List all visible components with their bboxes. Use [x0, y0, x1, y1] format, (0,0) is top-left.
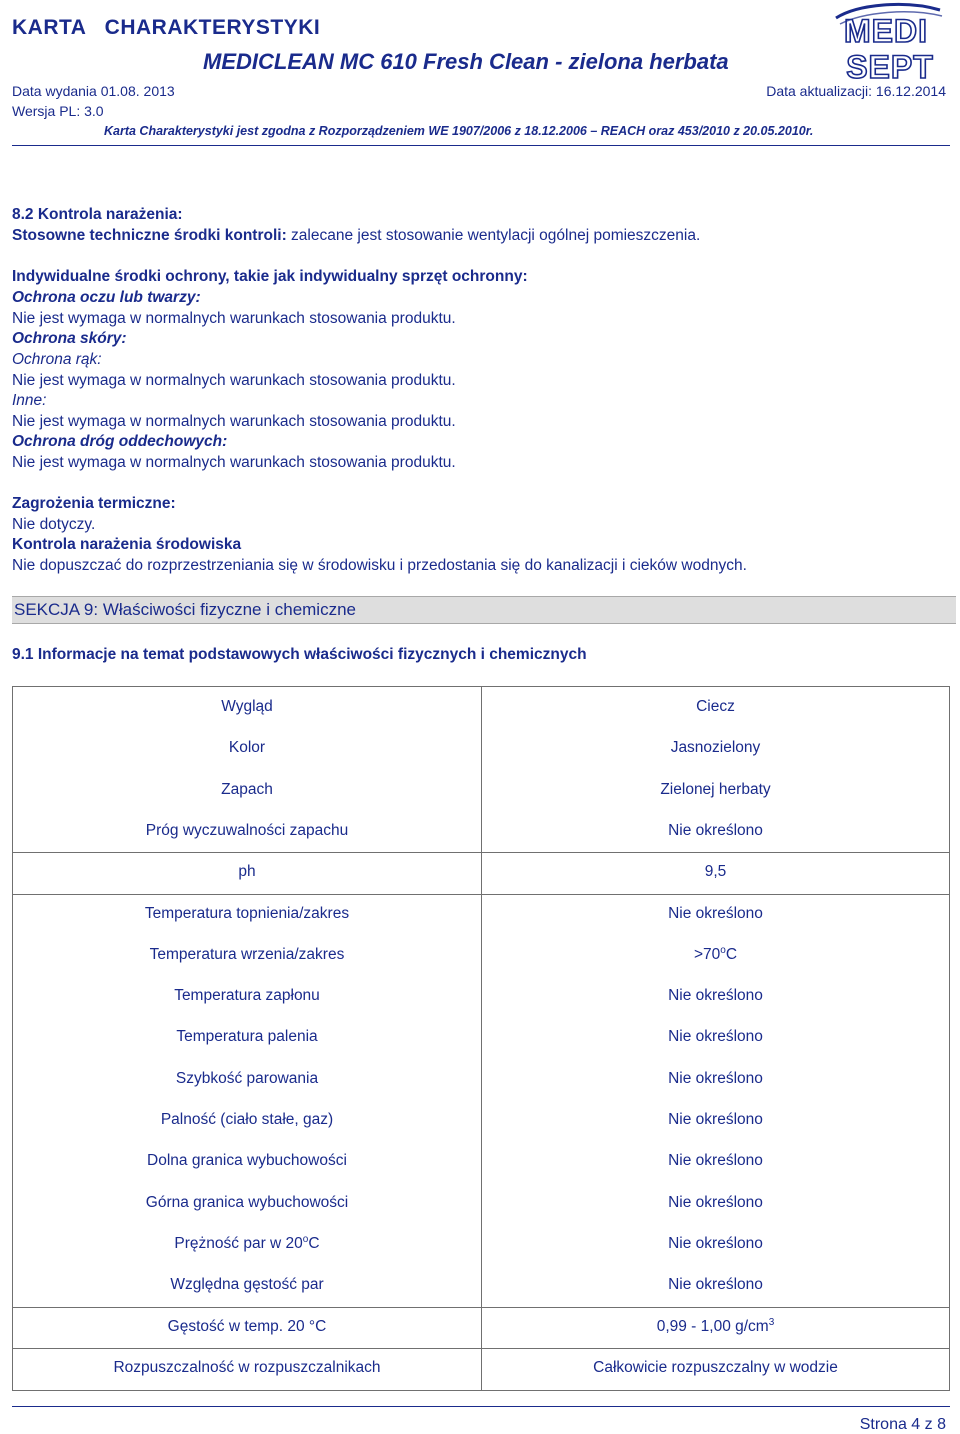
section-8-2-heading: 8.2 Kontrola narażenia:	[12, 206, 183, 223]
product-name: MEDICLEAN MC 610 Fresh Clean - zielona herbata	[203, 49, 729, 74]
property-name: Względna gęstość par	[170, 1276, 324, 1294]
other-protection-label: Inne:	[12, 392, 47, 409]
property-value: 9,5	[704, 863, 727, 881]
property-name: Zapach	[221, 780, 273, 798]
property-value: $>70^oC$	[693, 944, 738, 963]
footer-divider	[12, 1406, 950, 1407]
table-row-divider	[13, 1348, 949, 1349]
section-9-title: SEKCJA 9: Właściwości fizyczne i chemiczne	[14, 600, 356, 619]
property-name: Temperatura wrzenia/zakres	[149, 945, 345, 963]
regulation-note: Karta Charakterystyki jest zgodna z Rozporządzeniem WE 1907/2006 z 18.12.2006 – REACH oraz 453/2010 z 20.05.2010r.	[104, 124, 814, 138]
property-name: Temperatura palenia	[176, 1028, 318, 1046]
property-value: 0,99 - 1,00 $g/cm^3$	[656, 1316, 775, 1335]
property-name: ph	[238, 863, 256, 881]
property-name: Gęstość w temp. 20 °C	[167, 1317, 327, 1335]
property-name: Palność (ciało stałe, gaz)	[160, 1111, 334, 1128]
property-value: Nie określono	[668, 1111, 763, 1128]
hand-protection-label: Ochrona rąk:	[12, 351, 102, 368]
property-value: Nie określono	[668, 1193, 763, 1211]
property-name: Górna granica wybuchowości	[145, 1193, 349, 1211]
respiratory-protection-text: Nie jest wymaga w normalnych warunkach stosowania produktu.	[12, 454, 456, 471]
header-divider	[12, 145, 950, 146]
property-name: Temperatura topnienia/zakres	[144, 904, 350, 922]
thermal-hazards-label: Zagrożenia termiczne:	[12, 495, 176, 512]
property-name: Wygląd	[221, 698, 273, 715]
hand-protection-text: Nie jest wymaga w normalnych warunkach stosowania produktu.	[12, 372, 456, 389]
section-9-1-heading: 9.1 Informacje na temat podstawowych właściwości fizycznych i chemicznych	[12, 646, 587, 663]
tech-controls-line	[12, 227, 700, 245]
table-row-divider	[13, 852, 949, 853]
property-name: Kolor	[228, 739, 266, 757]
eye-protection-text: Nie jest wymaga w normalnych warunkach stosowania produktu.	[12, 310, 456, 327]
property-name: Próg wyczuwalności zapachu	[145, 821, 349, 839]
tech-controls-label: Stosowne techniczne środki kontroli:	[12, 227, 287, 244]
property-value: Jasnozielony	[670, 739, 761, 757]
table-row-divider	[13, 894, 949, 895]
ppe-heading: Indywidualne środki ochrony, takie jak indywidualny sprzęt ochronny:	[12, 268, 528, 285]
environmental-controls-text: Nie dopuszczać do rozprzestrzeniania się w środowisku i przedostania się do kanalizacji i cieków wodnych.	[12, 557, 747, 574]
property-value: Nie określono	[668, 904, 763, 922]
doc-type-title: KARTA CHARAKTERYSTYKI	[12, 16, 321, 39]
table-row-divider	[13, 1307, 949, 1308]
property-value: Nie określono	[668, 1276, 763, 1294]
property-name: Dolna granica wybuchowości	[147, 1152, 347, 1170]
medisept-logo	[828, 0, 948, 82]
version: Wersja PL: 3.0	[12, 103, 104, 119]
thermal-hazards-text: Nie dotyczy.	[12, 516, 96, 533]
environmental-controls-label: Kontrola narażenia środowiska	[12, 536, 242, 553]
property-value: Nie określono	[668, 987, 763, 1005]
update-date: Data aktualizacji: 16.12.2014	[766, 83, 946, 99]
property-value: Nie określono	[668, 1069, 763, 1087]
property-name: Rozpuszczalność w rozpuszczalnikach	[113, 1358, 381, 1376]
properties-table	[12, 686, 950, 1391]
property-value: Ciecz	[696, 698, 735, 715]
property-value: Zielonej herbaty	[660, 780, 771, 798]
page-number: Strona 4 z 8	[859, 1416, 946, 1433]
property-value: Całkowicie rozpuszczalny w wodzie	[593, 1358, 838, 1376]
property-value: Nie określono	[668, 821, 763, 839]
property-name: Szybkość parowania	[175, 1069, 319, 1087]
section-9-header-bar	[12, 596, 956, 624]
property-value: Nie określono	[668, 1028, 763, 1046]
respiratory-protection-label: Ochrona dróg oddechowych:	[12, 433, 228, 450]
skin-protection-label: Ochrona skóry:	[12, 330, 127, 347]
property-name: Temperatura zapłonu	[174, 987, 320, 1005]
other-protection-text: Nie jest wymaga w normalnych warunkach stosowania produktu.	[12, 413, 456, 430]
tech-controls-text: zalecane jest stosowanie wentylacji ogólnej pomieszczenia.	[286, 227, 701, 244]
logo-text-medi: MEDI	[844, 13, 928, 49]
issue-date: Data wydania 01.08. 2013	[12, 83, 175, 99]
eye-protection-label: Ochrona oczu lub twarzy:	[12, 289, 201, 306]
property-value: Nie określono	[668, 1152, 763, 1170]
property-name: Prężność par w 20$^o$C	[174, 1233, 320, 1252]
logo-text-sept: SEPT	[846, 49, 934, 82]
property-value: Nie określono	[668, 1234, 763, 1252]
